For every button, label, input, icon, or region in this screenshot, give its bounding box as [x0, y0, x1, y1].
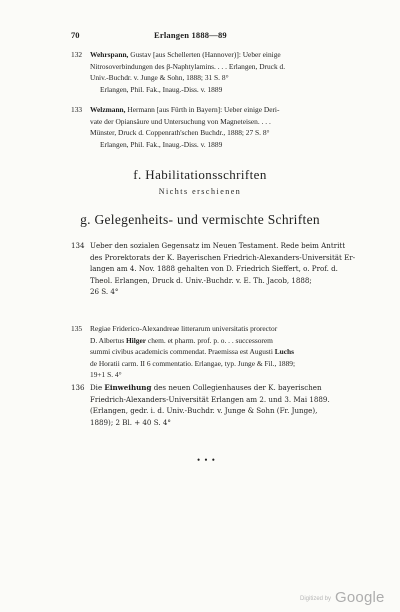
entry-number: 133: [71, 105, 83, 114]
title-keyword: Einweihung: [104, 383, 152, 392]
section-heading-f: f. Habilitationsschriften: [133, 167, 267, 182]
author-name: Wehrspann,: [90, 50, 129, 59]
entry-line: 19+1 S. 4°: [90, 370, 122, 379]
entry-text: Die: [90, 383, 105, 392]
entry-text: chem. et pharm. prof. p. o. . . successorem: [146, 335, 273, 345]
page-number: 70: [71, 30, 80, 40]
entry-line: vate der Opiansäure und Untersuchung von Magneteisen. . . .: [90, 116, 271, 126]
section-divider: • • •: [197, 455, 216, 465]
entry-line: [90, 49, 343, 61]
bibliography-entry: [71, 240, 356, 298]
entry-line: 26 S. 4°: [90, 287, 119, 296]
section-note: Nichts erschienen: [158, 187, 242, 196]
entry-text: des neuen Collegienhauses der K. bayerischen: [151, 383, 322, 392]
google-watermark: [300, 590, 390, 608]
entry-text: Gustav [aus Schellerten (Hannover)]: Ueber einige: [128, 50, 281, 59]
author-name: Luchs: [274, 347, 295, 356]
page-header: [71, 30, 339, 42]
entry-note: Erlangen, Phil. Fak., Inaug.-Diss. v. 1889: [100, 84, 223, 94]
author-name: Welzmann,: [90, 105, 126, 114]
watermark-caption: Digitized by: [300, 596, 332, 602]
entry-line: Friedrich-Alexanders-Universität Erlangen am 2. und 3. Mai 1889.: [90, 394, 330, 404]
entry-line: de Horatii carm. II 6 commentatio. Erlangae, typ. Junge & Fil., 1889;: [90, 358, 296, 368]
entry-line: [90, 104, 343, 116]
entry-line: Ueber den sozialen Gegensatz im Neuen Testament. Rede beim Antritt: [90, 241, 346, 250]
section-heading-g: g. Gelegenheits- und vermischte Schriften: [80, 212, 320, 227]
entry-line: Theol. Erlangen, Druck d. Univ.-Buchdr. v. E. Th. Jacob, 1888;: [90, 275, 312, 285]
bibliography-entry: [71, 104, 343, 150]
author-name: Hilger: [125, 335, 147, 345]
entry-number: 134: [71, 241, 85, 250]
entry-line: Nitrosoverbindungen des β-Naphtylamins. . . . Erlangen, Druck d.: [90, 61, 286, 71]
entry-line: (Erlangen, gedr. i. d. Univ.-Buchdr. v. Junge & Sohn (Fr. Junge),: [90, 406, 318, 415]
bibliography-entry: [71, 323, 343, 381]
entry-line: [90, 382, 343, 394]
entry-line: Münster, Druck d. Coppenrath'schen Buchdr., 1888; 27 S. 8°: [90, 128, 270, 137]
entry-text: summi civibus academicis commendat. Praemissa est Augusti: [90, 347, 275, 356]
entry-number: 132: [71, 50, 83, 59]
entry-note: Erlangen, Phil. Fak., Inaug.-Diss. v. 1889: [100, 139, 223, 149]
bibliography-entry: [71, 49, 343, 95]
entry-line: Regiae Friderico-Alexandreae litterarum universitatis prorector: [90, 324, 278, 333]
google-logo: Google: [335, 589, 385, 606]
entry-line: 1889); 2 Bl. + 40 S. 4°: [90, 417, 171, 427]
entry-line: [90, 335, 343, 347]
entry-line: langen am 4. Nov. 1888 gehalten von D. Friedrich Sieffert, o. Prof. d.: [90, 264, 338, 273]
entry-line: [90, 346, 343, 358]
entry-text: D. Albertus: [90, 335, 126, 345]
bibliography-entry: [71, 382, 343, 428]
running-title: Erlangen 1888—89: [154, 30, 227, 40]
entry-number: 135: [71, 324, 83, 333]
entry-line: Univ.-Buchdr. v. Junge & Sohn, 1888; 31 S. 8°: [90, 73, 229, 82]
entry-text: Hermann [aus Fürth in Bayern]: Ueber einige Deri-: [125, 105, 280, 114]
entry-line: des Prorektorats der K. Bayerischen Friedrich-Alexanders-Universität Er-: [90, 252, 356, 262]
entry-number: 136: [71, 383, 85, 392]
